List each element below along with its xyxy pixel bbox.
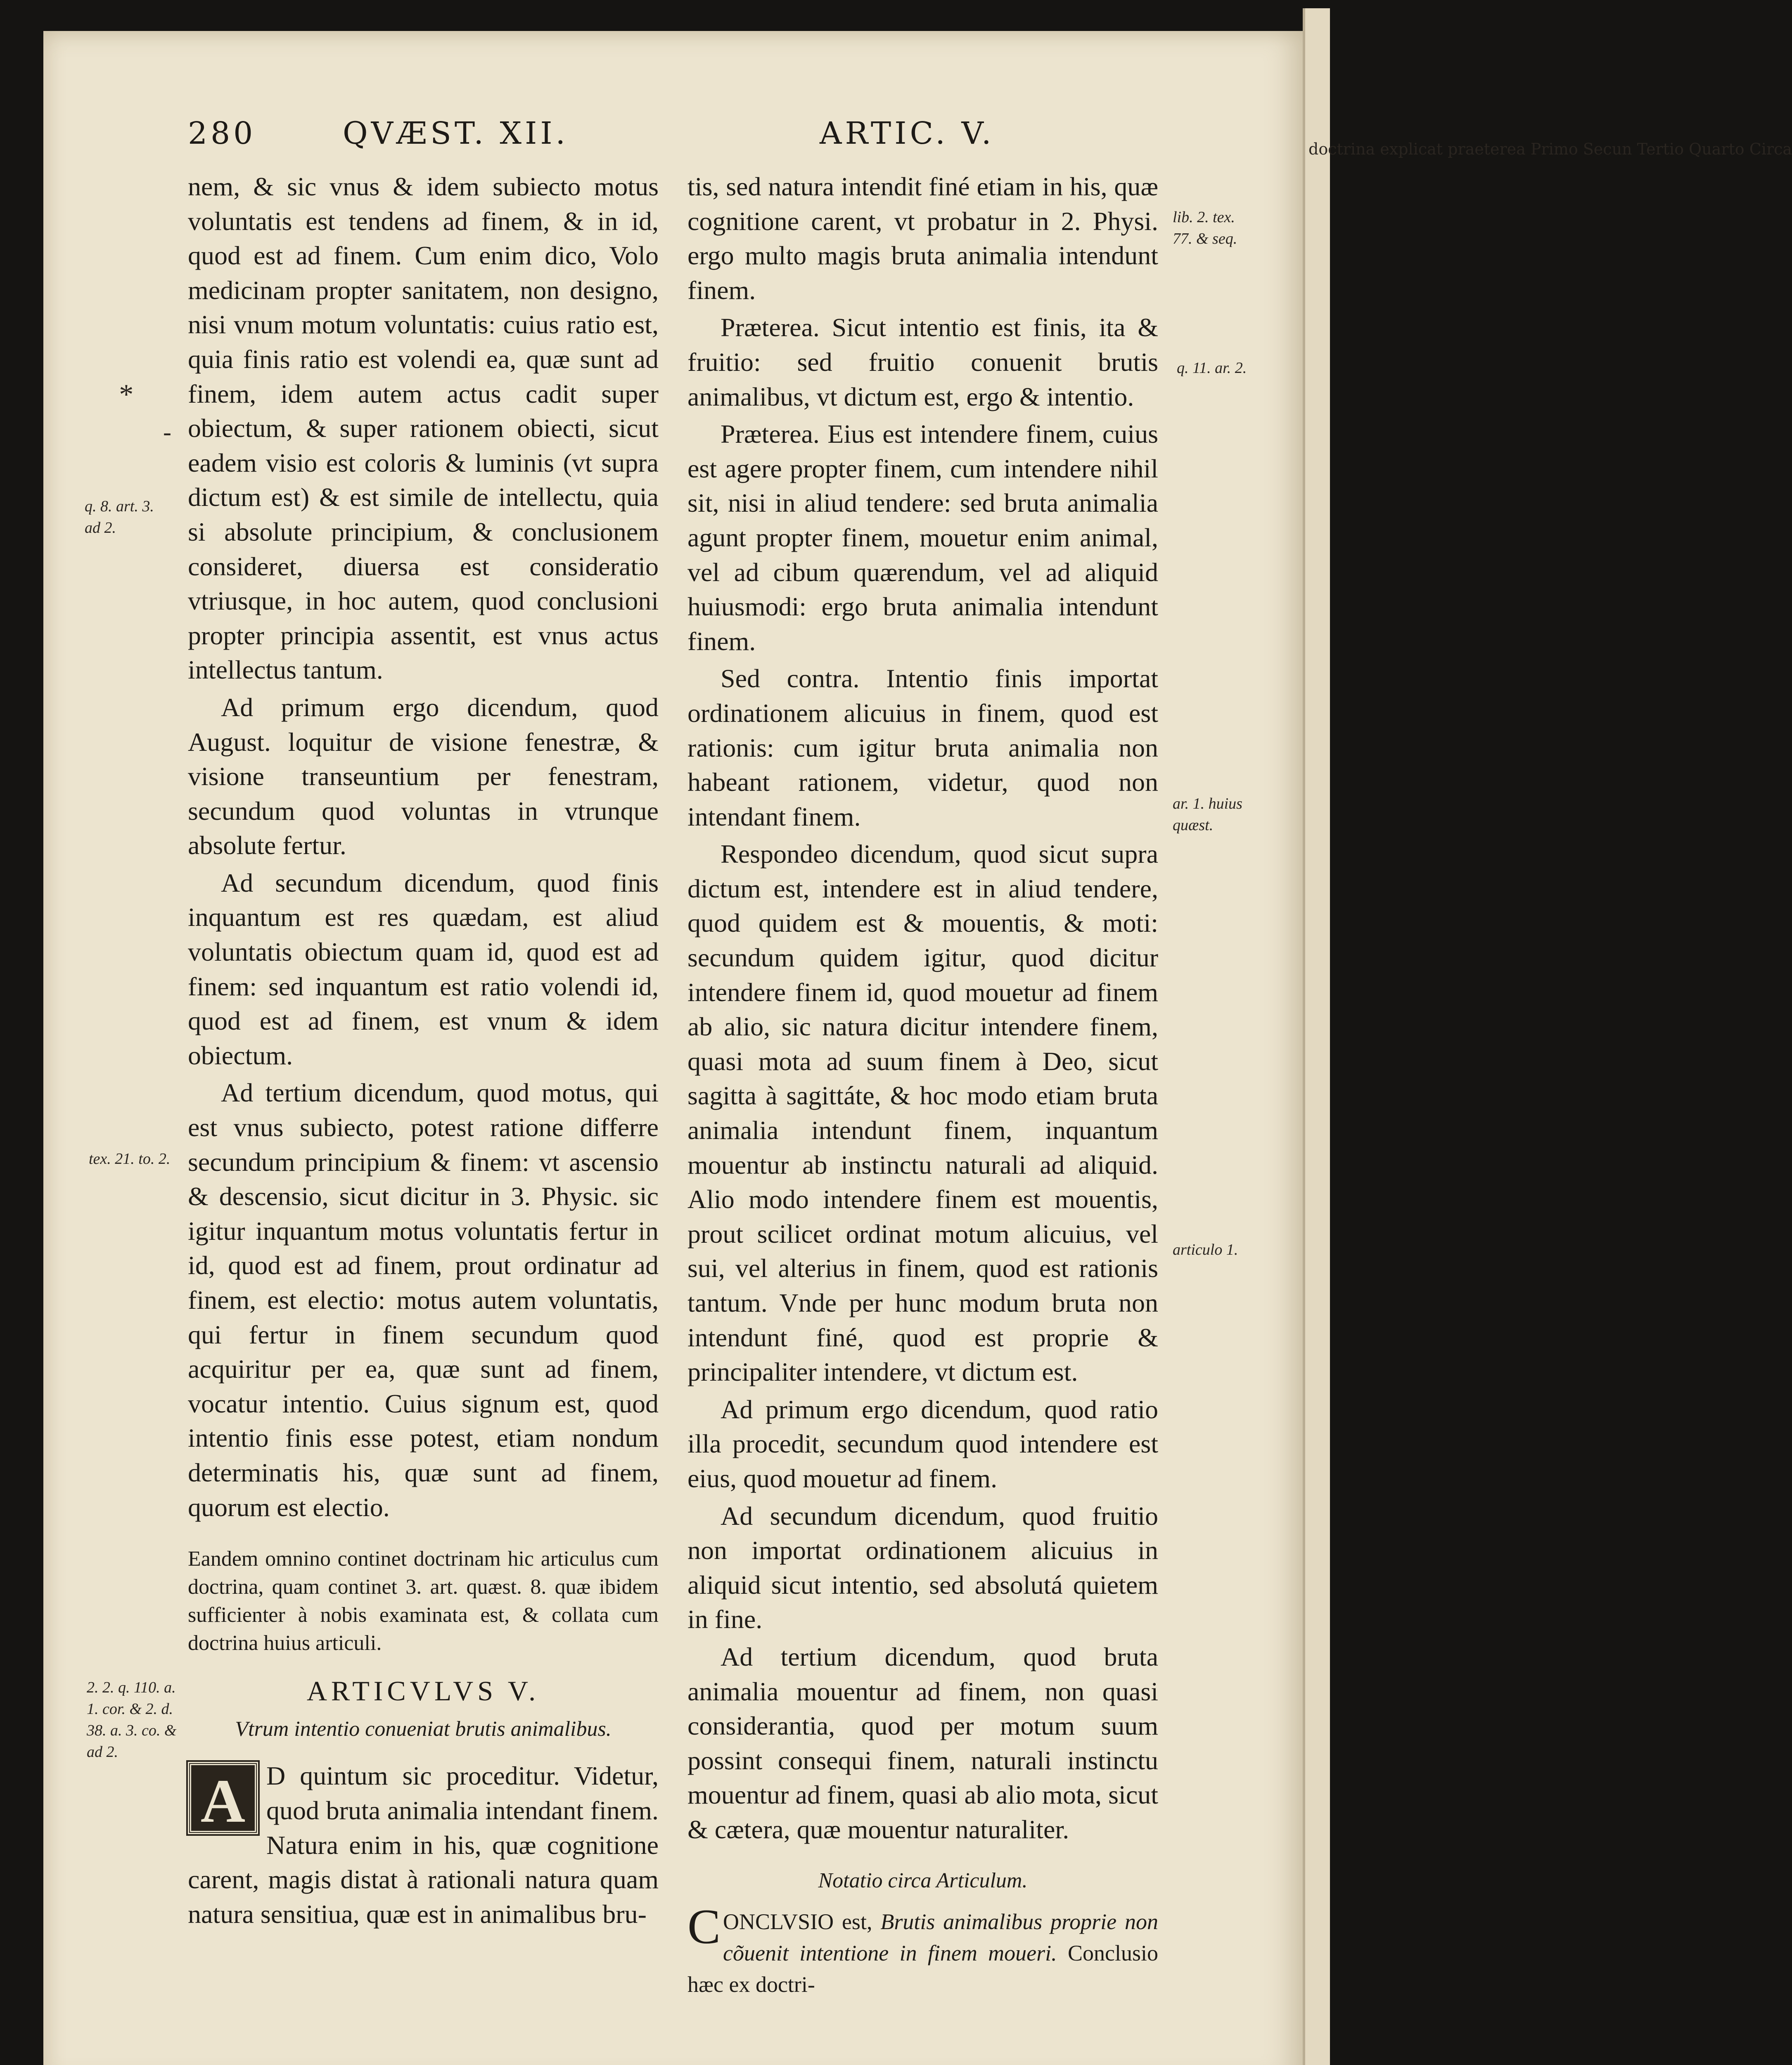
margin-note-right: articulo 1. [1173,1241,1238,1258]
margin-note-left: q. 8. art. 3. ad 2. [85,498,154,536]
paragraph-with-dropcap [188,1759,659,1931]
commentary-note: Eandem omnino continet doctrinam hic articulus cum doctrina, quam continet 3. art. quæst. 8. quæ ibidem sufficienter à nobis examinata est, & collata cum doctrina huius articuli. [188,1547,659,1655]
left-column [188,169,659,1934]
notatio-title: Notatio circa Articulum. [818,1868,1028,1892]
article-subtitle: Vtrum intentio conueniat brutis animalibus. [235,1717,612,1741]
paragraph: nem, & sic vnus & idem subiecto motus voluntatis est tendens ad finem, & in id, quod est ad finem. Cum enim dico, Volo medicinam propter sanitatem, non designo, nisi vnum motum voluntatis: cuius ratio est, quia finis ratio est volendi ea, quæ sunt ad finem, idem autem actus cadit super obiectum, & super rationem obiecti, sicut eadem visio est coloris & luminis (vt supra dictum est) & est simile de intellectu, quia si absolute principium, & conclusionem consideret, diuersa est consideratio vtriusque, in hoc autem, quod conclusioni propter principia assentit, est vnus actus intellectus tantum. [188,172,659,685]
paragraph: Ad primum ergo dicendum, quod August. loquitur de visione fenestræ, & visione transeuntium per fenestram, secundum quod voluntas in vtrunque absolute fertur. [188,692,659,860]
paragraph-text: D quintum sic proceditur. Videtur, quod bruta animalia intendant finem. Natura enim in his, quæ cognitione carent, magis distat à rationali natura quam natura sensitiua, quæ est in animalibus bru- [188,1761,659,1929]
right-column [687,169,1158,2003]
margin-mark: * [118,379,132,411]
margin-note-left: tex. 21. to. 2. [89,1150,171,1168]
next-page-text-fragments: doctrina explicat praeterea Primo Secun Tertio Quarto Circa [1308,140,1792,158]
paragraph: Ad tertium dicendum, quod motus, qui est vnus subiecto, potest ratione differre secundum principium & finem: vt ascensio & descensio, sicut dicitur in 3. Physic. sic igitur inquantum motus voluntatis fertur in id, quod est ad finem, prout ordinatur ad finem, est electio: motus autem voluntatis, qui fertur in finem secundum quod acquiritur per ea, quæ sunt ad finem, vocatur intentio. Cuius signum est, quod intentio finis esse potest, etiam nondum determinatis his, quæ sunt ad finem, quorum est electio. [188,1078,659,1522]
conclusio-paragraph [687,1899,1158,2000]
page-number: 280 [188,116,256,151]
paragraph: Præterea. Eius est intendere finem, cuius est agere propter finem, cum intendere nihil sit, nisi in aliud tendere: sed bruta animalia agunt propter finem, mouetur enim animal, vel ad cibum quærendum, vel ad aliquid huiusmodi: ergo bruta animalia intendunt finem. [687,419,1158,656]
paragraph: Sed contra. Intentio finis importat ordinationem alicuius in finem, quod est rationis: cum igitur bruta animalia non habeant rationem, videtur, quod non intendant finem. [687,664,1158,831]
conclusio-continuation: Conclusio hæc ex doctri- [687,1941,1158,1997]
conclusio-label: ONCLVSIO est, [723,1909,872,1934]
conclusio-initial: C [687,1899,721,1954]
decorated-initial: A [188,1762,258,1834]
paragraph: Ad tertium dicendum, quod bruta animalia mouentur ad finem, non quasi considerantia, quod per motum suum possint consequi finem, naturali instinctu mouentur ad finem, quasi ab alio mota, sicut & cætera, quæ mouentur naturaliter. [687,1642,1158,1844]
margin-note-right: lib. 2. tex. 77. & seq. [1173,209,1237,247]
margin-note-left: 2. 2. q. 110. a. 1. cor. & 2. d. 38. a. 3. co. & ad 2. [87,1679,177,1761]
paragraph: Præterea. Sicut intentio est finis, ita & fruitio: sed fruitio conuenit brutis animalibus, vt dictum est, ergo & intentio. [687,313,1158,411]
running-head-articulus: ARTIC. V. [820,116,995,151]
conclusio-statement: Brutis animalibus proprie non cõuenit intentione in finem moueri. [723,1909,1158,1966]
margin-mark: - [163,418,171,446]
margin-note-right: q. 11. ar. 2. [1177,359,1247,377]
paragraph: Ad primum ergo dicendum, quod ratio illa procedit, secundum quod intendere est eius, quod mouetur ad finem. [687,1394,1158,1493]
paragraph: tis, sed natura intendit finé etiam in his, quæ cognitione carent, vt probatur in 2. Physi. ergo multo magis bruta animalia intendunt finem. [687,172,1158,305]
paragraph: Ad secundum dicendum, quod fruitio non importat ordinationem alicuius in aliquid sicut intentio, sed absolutá quietem in fine. [687,1501,1158,1634]
next-page-edge [1303,8,1792,2065]
article-title: ARTICVLVS V. [306,1675,540,1707]
margin-note-right: ar. 1. huius quæst. [1173,795,1242,834]
paragraph: Ad secundum dicendum, quod finis inquantum est res quædam, est aliud voluntatis obiectum quam id, quod est ad finem: sed inquantum est ratio volendi id, quod est ad finem, est vnum & idem obiectum. [188,868,659,1070]
running-head-quaestio: QVÆST. XII. [343,116,569,151]
paragraph: Respondeo dicendum, quod sicut supra dictum est, intendere est in aliud tendere, quod quidem est & mouentis, & moti: secundum quidem igitur, quod dicitur intendere finem id, quod mouetur ad finem ab alio, sic natura dicitur intendere finem, quasi mota ad suum finem à Deo, sicut sagitta à sagittáte, & hoc modo etiam bruta animalia intendunt finem, inquantum mouentur ab instinctu naturali ad aliquid. Alio modo intendere finem est mouentis, prout scilicet ordinat motum alicuius, vel sui, vel alterius in finem, quod est rationis tantum. Vnde per hunc modum bruta non intendunt finé, quod est proprie & principaliter intendere, vt dictum est. [687,839,1158,1387]
